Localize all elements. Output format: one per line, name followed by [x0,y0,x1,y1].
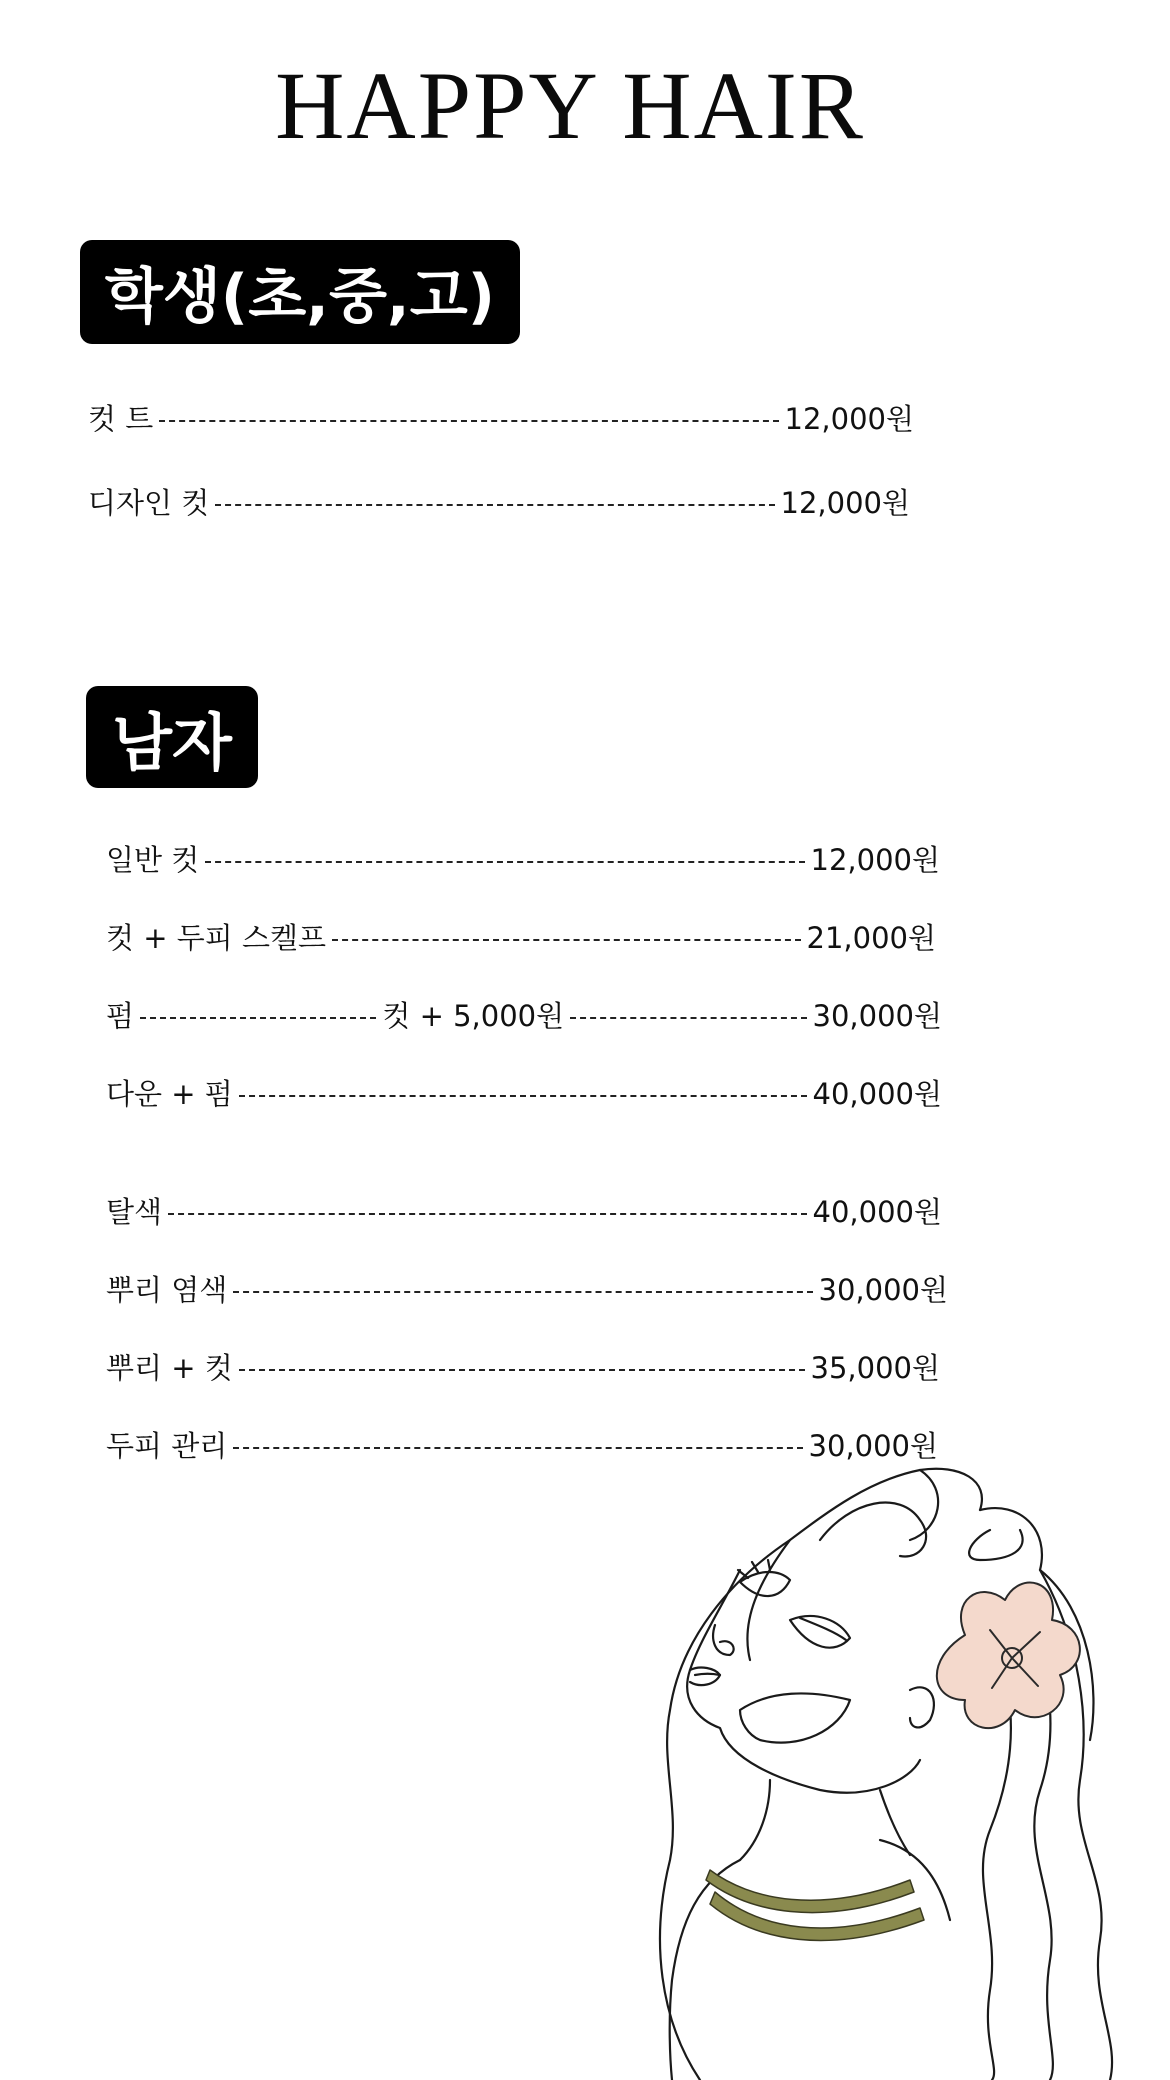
price-row [106,1190,942,1230]
item-note: 컷 + 5,000원 [382,998,565,1033]
item-price: 40,000원 [812,1076,942,1111]
dotted-leader [215,504,774,506]
item-price: 40,000원 [812,1194,942,1229]
item-price: 12,000원 [780,485,910,520]
item-name: 컷 + 두피 스켈프 [106,920,327,955]
item-price: 12,000원 [784,401,914,436]
section-badge-men: 남자 [86,686,258,788]
brand-title: HAPPY HAIR [275,52,865,159]
dotted-leader [570,1017,806,1019]
item-name: 뿌리 염색 [106,1272,228,1307]
dotted-leader [239,1095,807,1097]
item-name: 두피 관리 [106,1428,228,1463]
item-name: 뿌리 + 컷 [106,1350,233,1385]
price-row [106,838,940,878]
dotted-leader [233,1447,802,1449]
price-row [88,481,910,521]
price-row [106,1268,948,1308]
item-name: 다운 + 펌 [106,1076,233,1111]
dotted-leader [233,1291,812,1293]
item-name: 일반 컷 [106,842,200,877]
flower-icon [937,1583,1080,1729]
section-badge-students: 학생(초,중,고) [80,240,520,344]
item-name: 디자인 컷 [88,485,210,520]
item-price: 12,000원 [810,842,940,877]
dotted-leader [140,1017,376,1019]
price-row [88,397,914,437]
item-name: 컷 트 [88,401,154,436]
price-row [106,994,942,1034]
item-price: 30,000원 [818,1272,948,1307]
dotted-leader [332,939,800,941]
dotted-leader [205,861,804,863]
item-price: 30,000원 [812,998,942,1033]
item-name: 펌 [106,998,135,1033]
price-row [106,1424,938,1464]
price-row [106,916,936,956]
necklace-icon [706,1870,924,1940]
item-price: 30,000원 [808,1428,938,1463]
price-row [106,1072,942,1112]
dotted-leader [239,1369,805,1371]
price-row [106,1346,940,1386]
item-name: 탈색 [106,1194,163,1229]
dotted-leader [159,420,778,422]
item-price: 35,000원 [810,1350,940,1385]
woman-line-art-illustration [620,1460,1160,2080]
dotted-leader [168,1213,806,1215]
item-price: 21,000원 [806,920,936,955]
